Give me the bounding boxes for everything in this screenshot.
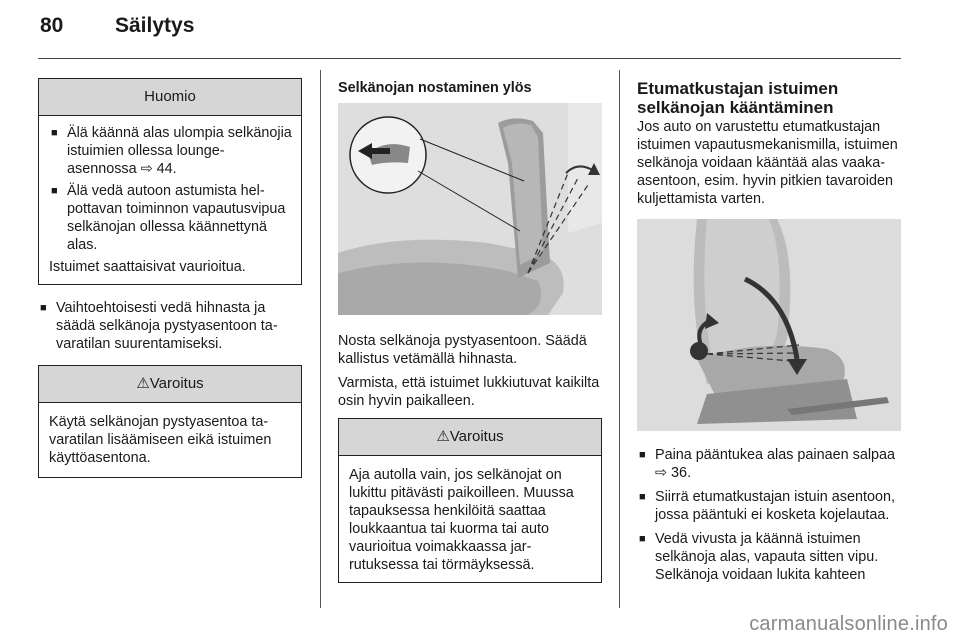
warning-icon: ⚠ — [436, 428, 450, 445]
watermark-text: carmanualsonline.info — [749, 613, 948, 635]
note-bullet-1: ■ Älä käännä alas ulompia selkänojia istuimien ollessa lounge-asennossa ⇨ 44. — [49, 124, 292, 178]
fold-bullet-2: ■ Siirrä etumatkustajan istuin asentoon, jossa pääntuki ei kosketa kojelautaa. — [637, 488, 901, 524]
warning-box-1 — [38, 365, 302, 478]
raise-instructions: Nosta selkänoja pystyasentoon. Säädä kallistus vetämällä hihnasta. — [338, 333, 587, 367]
col1-bullet: ■ Vaihtoehtoisesti vedä hihnasta ja säädä selkänoja pystyasentoon tavaratilan suurentamiseksi. — [38, 299, 302, 353]
section-heading-raise-backrest: Selkänojan nostaminen ylös — [338, 80, 532, 96]
column-divider-1 — [320, 70, 321, 608]
section-heading-fold-passenger-seat: Etumatkustajan istuimen selkänojan kääntäminen — [637, 79, 839, 117]
column-3-bullets — [637, 446, 901, 588]
fold-bullet-1: ■ Paina pääntukea alas painaen salpaa ⇨ 36. — [637, 446, 901, 482]
note-bullet-2: ■ Älä vedä autoon astumista helpottavan toiminnon vapautusvipua selkänojan ollessa käännettynä alas. — [49, 182, 292, 254]
note-box — [38, 78, 302, 285]
column-3 — [637, 79, 901, 208]
rear-seat-illustration — [338, 103, 602, 315]
column-1 — [38, 78, 302, 478]
warning-title: Varoitus — [149, 375, 204, 392]
warning-box-2 — [338, 418, 602, 583]
lock-check-text: Varmista, että istuimet lukkiutuvat kaikilta osin hyvin paikalleen. — [338, 375, 600, 409]
warning-box-1-text: Käytä selkänojan pystyasentoa tavaratilan lisäämiseen eikä istuimen käyttöasentona. — [49, 414, 272, 466]
header-rule — [38, 58, 901, 59]
fold-intro: Jos auto on varustettu etumatkustajan istuimen vapautusmekanismilla, istuimen selkänoja voidaan kääntää alas vaaka-asentoon, esim. hyvin pitkien tavaroiden kuljettamista varten. — [637, 119, 898, 207]
column-2-text — [338, 332, 602, 583]
page-number: 80 — [40, 14, 64, 37]
column-divider-2 — [619, 70, 620, 608]
warning-title: Varoitus — [449, 428, 504, 445]
warning-box-2-text: Aja autolla vain, jos selkänojat on lukittu pitävästi paikoilleen. Muussa tapauksessa henkilöitä saattaa loukkaantua tai kuorma tai auto vaurioitua voimakkaassa jarrutuksessa tai törmäyksessä. — [349, 467, 574, 573]
note-text: Istuimet saattaisivat vaurioitua. — [49, 259, 246, 275]
column-2 — [338, 79, 602, 97]
warning-box-1-title — [39, 366, 301, 403]
fold-bullet-3: ■ Vedä vivusta ja käännä istuimen selkänoja alas, vapauta sitten vipu. Selkänoja voidaan lukita kahteen — [637, 530, 901, 584]
warning-box-2-title — [339, 419, 601, 456]
warning-icon: ⚠ — [136, 375, 150, 392]
note-box-title: Huomio — [39, 79, 301, 116]
page-title: Säilytys — [115, 14, 195, 37]
front-seat-illustration — [637, 219, 901, 431]
